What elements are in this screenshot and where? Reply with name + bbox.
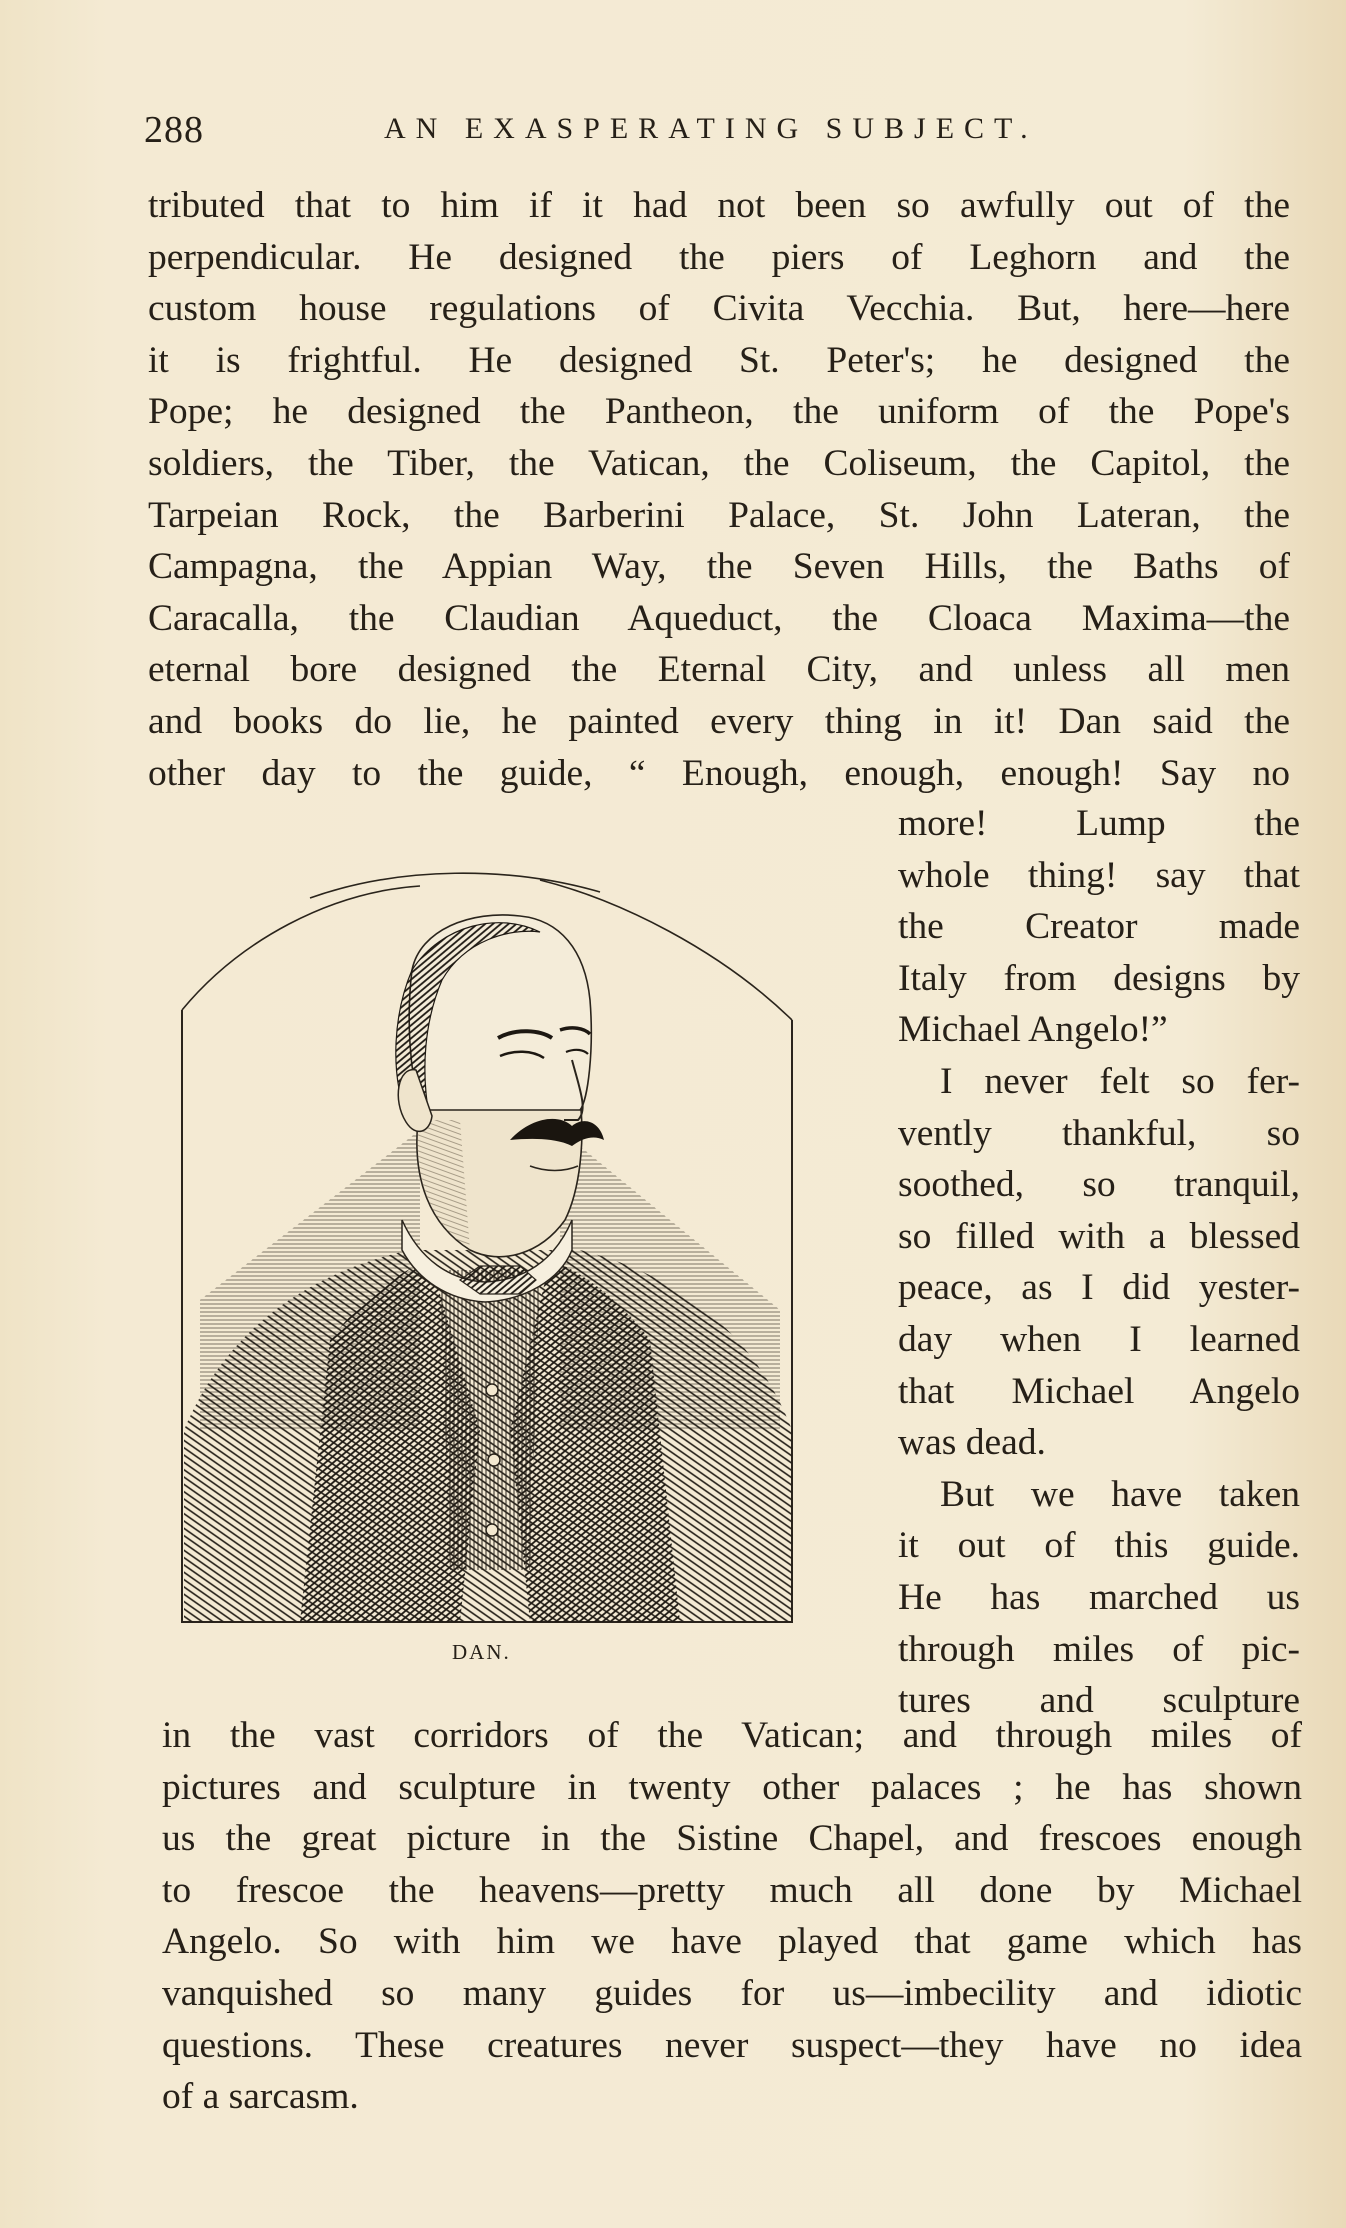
text-line: Campagna, the Appian Way, the Seven Hills, the Baths of	[148, 546, 1290, 588]
text-line: Caracalla, the Claudian Aqueduct, the Cloaca Maxima—the	[148, 597, 1290, 639]
text-line: more! Lump the	[898, 803, 1300, 844]
text-line: Angelo. So with him we have played that game which has	[162, 1921, 1302, 1963]
text-line: that Michael Angelo	[898, 1370, 1300, 1412]
text-line: it is frightful. He designed St. Peter's; he designed the	[148, 339, 1290, 381]
text-line: He has marched us	[898, 1576, 1300, 1618]
text-line: whole thing! say that	[898, 854, 1300, 896]
text-line: vently thankful, so	[898, 1112, 1300, 1154]
text-line: But we have taken	[940, 1473, 1300, 1515]
text-line: so filled with a blessed	[898, 1215, 1300, 1257]
text-line: Pope; he designed the Pantheon, the uniform of the Pope's	[148, 391, 1290, 433]
text-line: Michael Angelo!”	[898, 1009, 1168, 1051]
text-line: was dead.	[898, 1422, 1046, 1464]
text-line: Tarpeian Rock, the Barberini Palace, St. John Lateran, the	[148, 494, 1290, 536]
text-line: the Creator made	[898, 906, 1300, 948]
text-line: vanquished so many guides for us—imbecility and idiotic	[162, 1972, 1302, 2014]
text-line: tributed that to him if it had not been so awfully out of the	[148, 185, 1290, 226]
paragraph-bottom	[162, 1710, 1302, 2123]
text-line: to frescoe the heavens—pretty much all done by Michael	[162, 1869, 1302, 1911]
paragraph-top	[148, 180, 1290, 799]
text-line: and books do lie, he painted every thing in it! Dan said the	[148, 700, 1290, 742]
page-header	[144, 108, 1294, 158]
text-line: tures and sculpture	[898, 1680, 1300, 1722]
text-line: custom house regulations of Civita Vecchia. But, here—here	[148, 288, 1290, 330]
portrait-engraving	[180, 870, 800, 1630]
text-line: perpendicular. He designed the piers of Leghorn and the	[148, 236, 1290, 278]
text-line: peace, as I did yester-	[898, 1267, 1300, 1309]
text-line: soldiers, the Tiber, the Vatican, the Coliseum, the Capitol, the	[148, 442, 1290, 484]
text-line: I never felt so fer-	[940, 1060, 1300, 1102]
text-line: questions. These creatures never suspect—they have no idea	[162, 2024, 1302, 2066]
text-line: day when I learned	[898, 1318, 1300, 1360]
portrait-illustration	[180, 870, 800, 1630]
text-line: soothed, so tranquil,	[898, 1164, 1300, 1206]
text-line: us the great picture in the Sistine Chapel, and frescoes enough	[162, 1818, 1302, 1860]
text-line: eternal bore designed the Eternal City, and unless all men	[148, 649, 1290, 691]
page-number: 288	[144, 109, 204, 151]
text-line: pictures and sculpture in twenty other palaces ; he has shown	[162, 1766, 1302, 1808]
text-line: through miles of pic-	[898, 1628, 1300, 1670]
text-line: Italy from designs by	[898, 957, 1300, 999]
text-line: in the vast corridors of the Vatican; and through miles of	[162, 1715, 1302, 1756]
paragraph-side	[898, 798, 1300, 1727]
text-line: it out of this guide.	[898, 1525, 1300, 1567]
text-line: of a sarcasm.	[162, 2076, 359, 2118]
text-line: other day to the guide, “ Enough, enough, enough! Say no	[148, 752, 1290, 794]
running-head: AN EXASPERATING SUBJECT.	[384, 112, 1038, 145]
illustration-caption: DAN.	[452, 1640, 511, 1664]
